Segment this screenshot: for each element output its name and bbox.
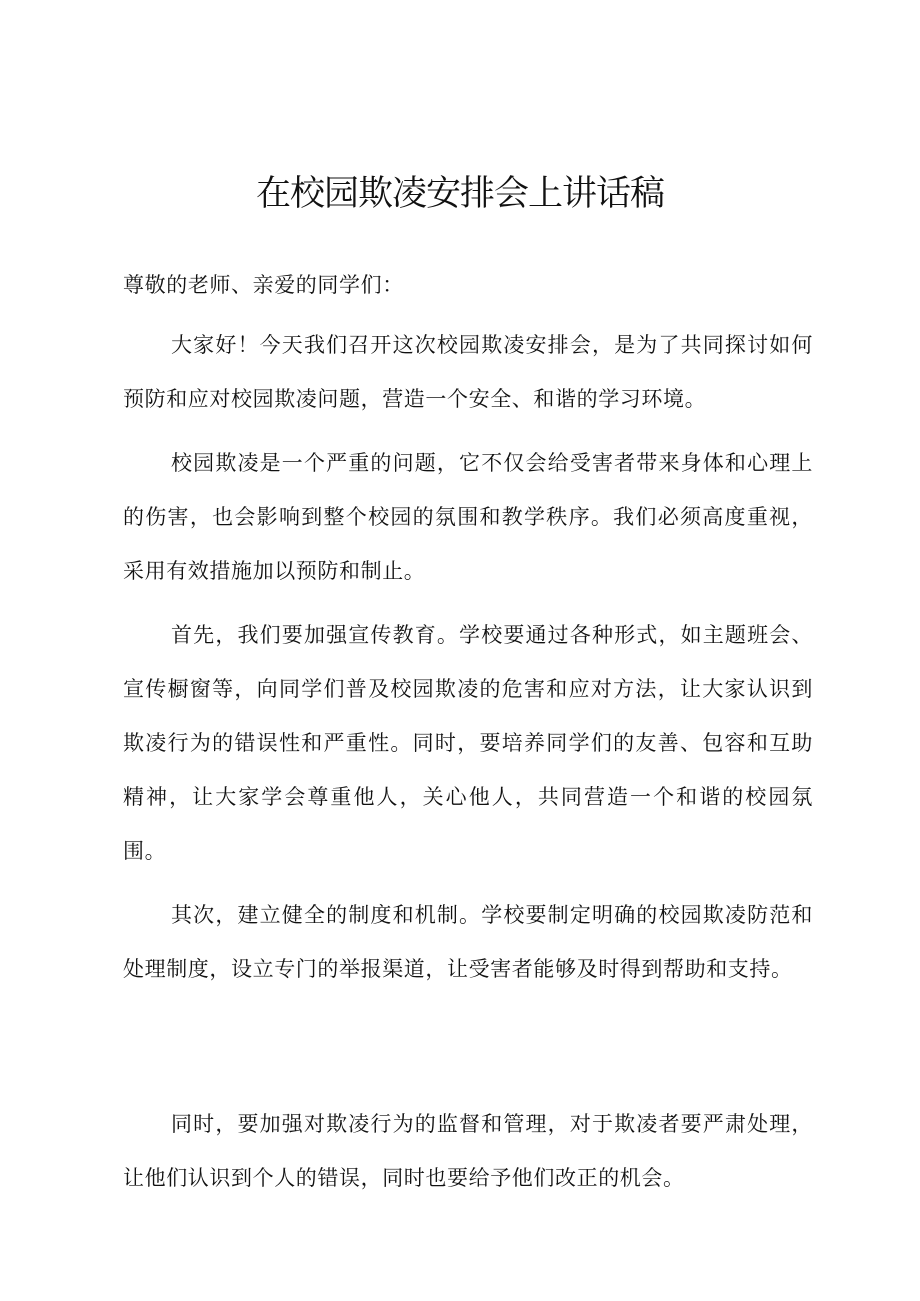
paragraph-2: 校园欺凌是一个严重的问题，它不仅会给受害者带来身体和心理上的伤害，也会影响到整个校园的氛围和教学秩序。我们必须高度重视，采用有效措施加以预防和制止。: [123, 451, 813, 583]
greeting: 尊敬的老师、亲爱的同学们：: [123, 273, 404, 297]
paragraph-4: 其次，建立健全的制度和机制。学校要制定明确的校园欺凌防范和处理制度，设立专门的举报渠道，让受害者能够及时得到帮助和支持。: [123, 903, 813, 981]
document-title: 在校园欺凌安排会上讲话稿: [255, 174, 664, 214]
paragraph-1: 大家好！今天我们召开这次校园欺凌安排会，是为了共同探讨如何预防和应对校园欺凌问题，营造一个安全、和谐的学习环境。: [123, 333, 813, 411]
paragraph-5: 同时，要加强对欺凌行为的监督和管理，对于欺凌者要严肃处理，让他们认识到个人的错误，同时也要给予他们改正的机会。: [123, 1112, 813, 1190]
paragraph-3: 首先，我们要加强宣传教育。学校要通过各种形式，如主题班会、宣传橱窗等，向同学们普及校园欺凌的危害和应对方法，让大家认识到欺凌行为的错误性和严重性。同时，要培养同学们的友善、包容和互助精神，让大家学会尊重他人，关心他人，共同营造一个和谐的校园氛围。: [123, 623, 813, 863]
